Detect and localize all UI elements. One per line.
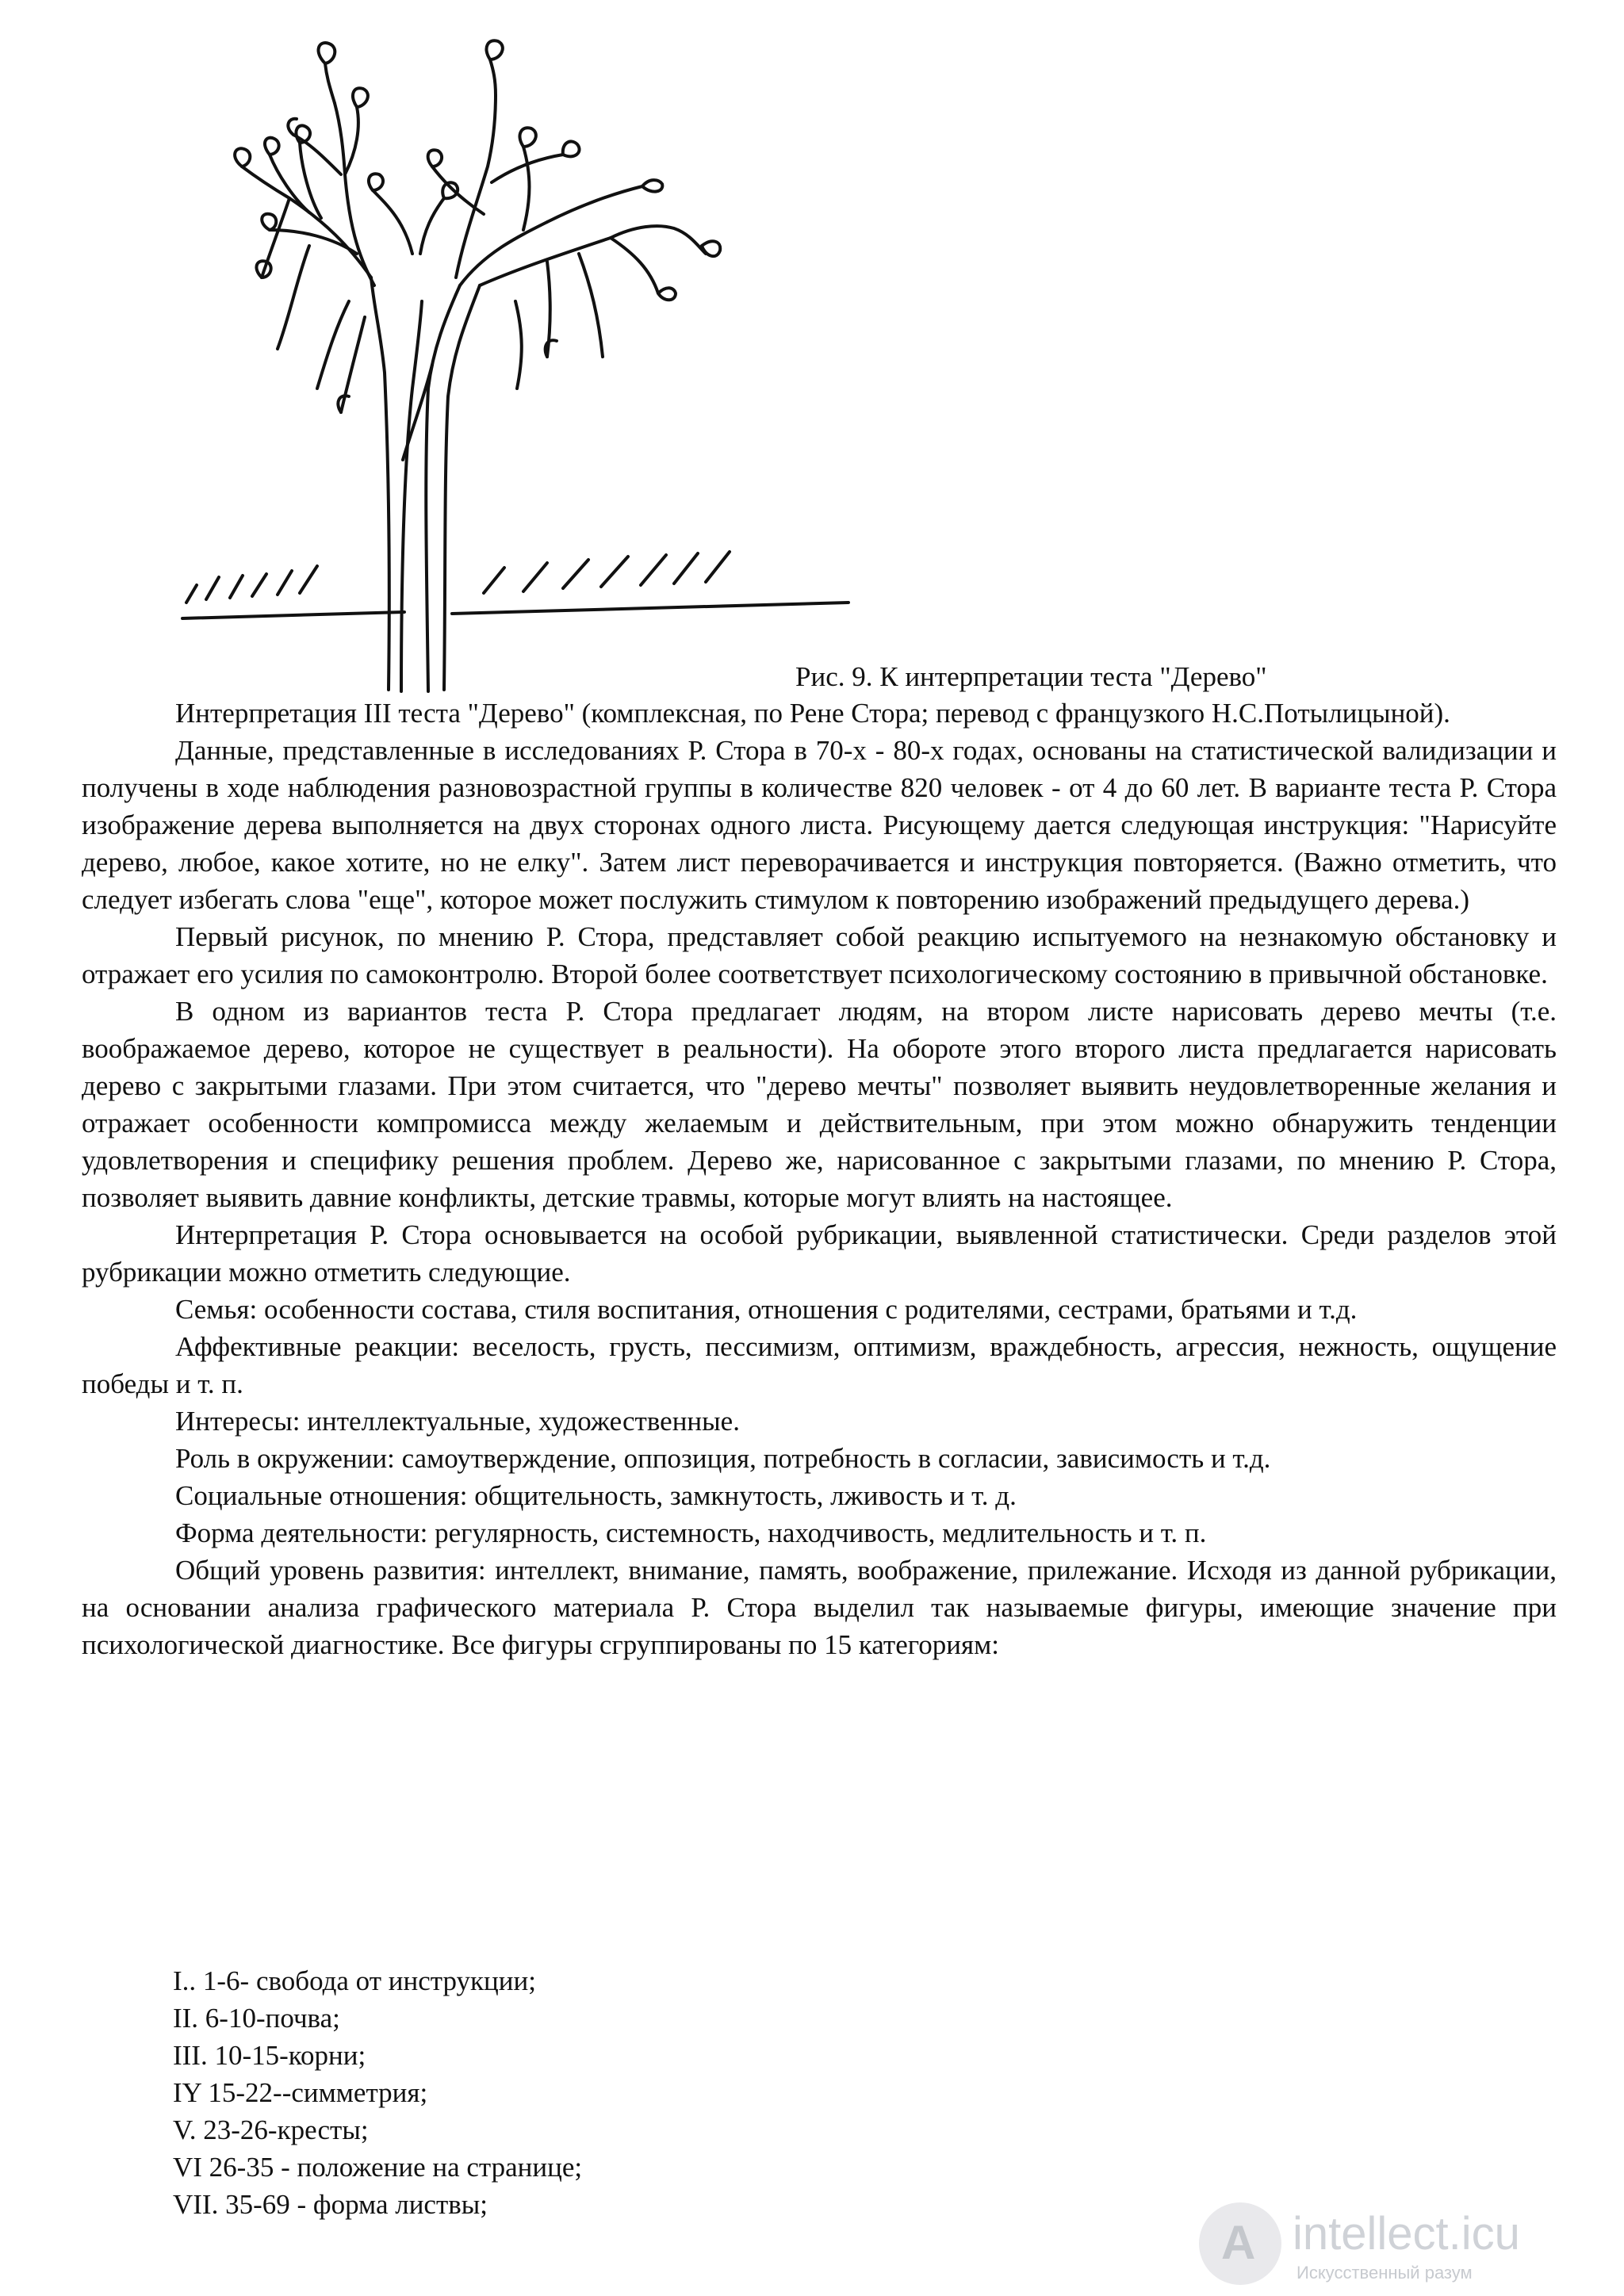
- paragraph: Интересы: интеллектуальные, художественные.: [175, 1406, 740, 1437]
- paragraph: Общий уровень развития: интеллект, внимание, память, воображение, прилежание. Исходя из данной рубрикации, на основании анализа графического материала Р. Стора выделил так называемые фигуры, имеющие значение при психологической диагностике. Все фигуры сгруппированы по 15 категориям:: [82, 1555, 1557, 1660]
- paragraph: В одном из вариантов теста Р. Стора предлагает людям, на втором листе нарисовать дерево мечты (т.е. воображаемое дерево, которое не существует в реальности). На обороте этого второго листа предлагается нарисовать дерево с закрытыми глазами. При этом считается, что "дерево мечты" позволяет выявить неудовлетворенные желания и отражает особенности компромисса между желаемым и действительным, при этом можно обнаружить тенденции удовлетворения и специфику решения проблем. Дерево же, нарисованное с закрытыми глазами, по мнению Р. Стора, позволяет выявить давние конфликты, детские травмы, которые могут влиять на настоящее.: [82, 996, 1557, 1213]
- paragraph: Первый рисунок, по мнению Р. Стора, представляет собой реакцию испытуемого на незнакомую обстановку и отражает его усилия по самоконтролю. Второй более соответствует психологическому состоянию в привычной обстановке.: [82, 921, 1557, 989]
- figure-caption: Рис. 9. К интерпретации теста "Дерево": [795, 661, 1267, 692]
- body-text: [82, 695, 1557, 1663]
- watermark: [1189, 2196, 1618, 2291]
- watermark-subtitle: Искусственный разум: [1297, 2263, 1473, 2283]
- paragraph: Форма деятельности: регулярность, системность, находчивость, медлительность и т. п.: [175, 1517, 1207, 1548]
- paragraph: Интерпретация Р. Стора основывается на особой рубрикации, выявленной статистически. Среди разделов этой рубрикации можно отметить следующие.: [82, 1219, 1557, 1288]
- watermark-title: intellect.icu: [1293, 2208, 1520, 2260]
- list-item: V. 23-26-кресты;: [173, 2114, 369, 2145]
- paragraph: Интерпретация III теста "Дерево" (комплексная, по Рене Стора; перевод с французкого Н.С.Потылицыной).: [175, 698, 1450, 729]
- paragraph: Данные, представленные в исследованиях Р. Стора в 70-х - 80-х годах, основаны на статистической валидизации и получены в ходе наблюдения разновозрастной группы в количестве 820 человек - от 4 до 60 лет. В варианте теста Р. Стора изображение дерева выполняется на двух сторонах одного листа. Рисующему дается следующая инструкция: "Нарисуйте дерево, любое, какое хотите, но не елку". Затем лист переворачивается и инструкция повторяется. (Важно отметить, что следует избегать слова "еще", которое может послужить стимулом к повторению изображений предыдущего дерева.): [82, 735, 1557, 915]
- paragraph: Аффективные реакции: веселость, грусть, пессимизм, оптимизм, враждебность, агрессия, нежность, ощущение победы и т. п.: [82, 1331, 1557, 1399]
- list-item: I.. 1-6- свобода от инструкции;: [173, 1965, 536, 1996]
- list-item: III. 10-15-корни;: [173, 2040, 366, 2071]
- list-item: VI 26-35 - положение на странице;: [173, 2152, 583, 2183]
- list-item: II. 6-10-почва;: [173, 2003, 340, 2034]
- paragraph: Социальные отношения: общительность, замкнутость, лживость и т. д.: [175, 1480, 1017, 1511]
- tree-sketch: [151, 16, 864, 698]
- category-list: [173, 1962, 582, 2223]
- paragraph: Роль в окружении: самоутверждение, оппозиция, потребность в согласии, зависимость и т.д.: [175, 1443, 1271, 1474]
- list-item: VII. 35-69 - форма листвы;: [173, 2189, 488, 2220]
- paragraph: Семья: особенности состава, стиля воспитания, отношения с родителями, сестрами, братьями и т.д.: [175, 1294, 1358, 1325]
- tree-drawing: [151, 16, 864, 698]
- watermark-logo-letter: A: [1221, 2216, 1256, 2269]
- list-item: IY 15-22--симметрия;: [173, 2077, 428, 2108]
